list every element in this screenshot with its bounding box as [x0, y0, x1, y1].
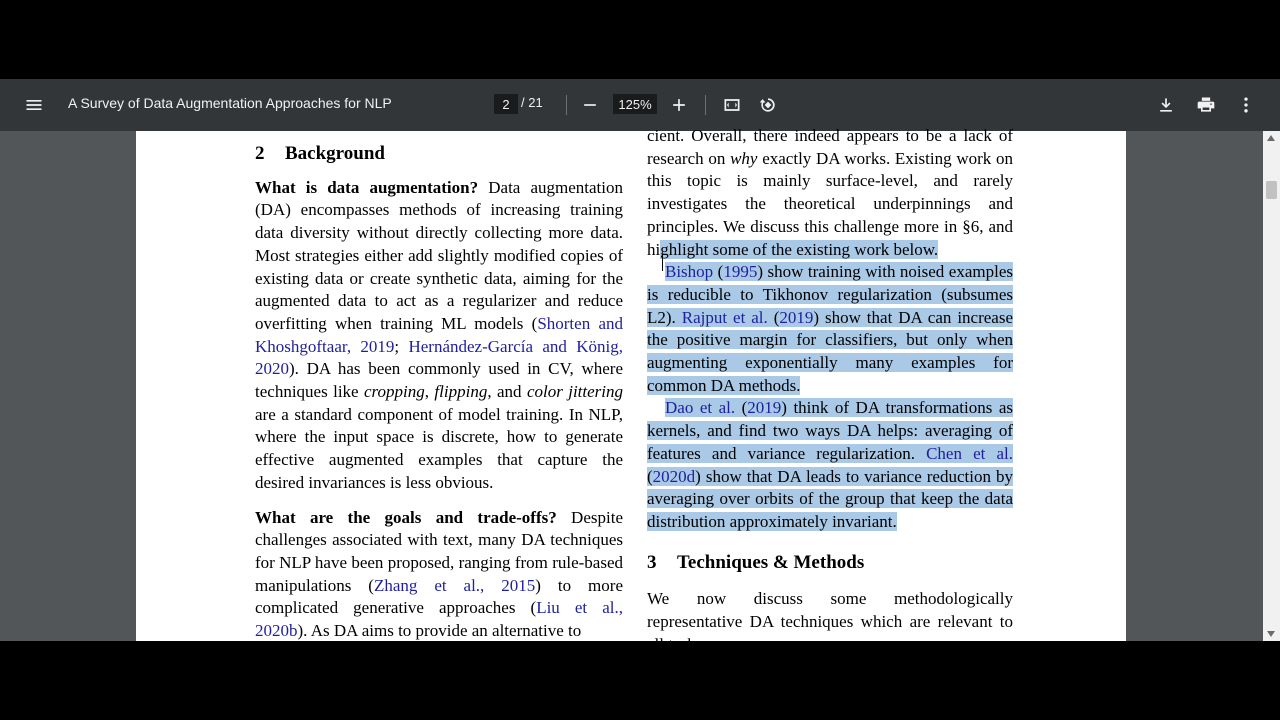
paragraph-lead: What is data augmentation?: [255, 177, 479, 197]
selected-text: (: [713, 262, 724, 282]
selected-text: (: [767, 307, 780, 327]
emphasis: color jittering: [526, 382, 623, 402]
selected-text: ) show training with noised examples is reducible to Tikhonov regularization (subsumes L2).: [647, 262, 1013, 327]
citation-link[interactable]: Dao et al.: [665, 398, 736, 418]
text-run: , and: [487, 382, 527, 402]
text-run: ;: [394, 336, 409, 356]
citation-link[interactable]: Shorten and Khoshgoftaar, 2019: [255, 313, 623, 356]
emphasis: cropping: [364, 382, 425, 402]
selected-text: (: [735, 398, 748, 418]
selected-text: ghlight some of the existing work below.: [660, 239, 939, 259]
text-run: We now discuss some methodologically representative DA techniques which are relevant to all tasks: [647, 589, 1013, 654]
text-run: exactly DA works. Existing work on this topic is mainly surface-level, and rarely investigates the theoretical underpinnings and principles. We discuss this challenge more in §6, and hi: [647, 148, 1013, 259]
document-title: A Survey of Data Augmentation Approaches for NLP: [68, 95, 392, 111]
pdf-viewer[interactable]: [0, 126, 1280, 654]
section-number: 3: [647, 551, 657, 573]
paragraph: [647, 397, 1013, 533]
right-column: [647, 125, 1013, 656]
toolbar-divider: [705, 95, 706, 115]
citation-link[interactable]: 2020d: [652, 466, 696, 486]
paragraph: [647, 588, 1013, 656]
citation-link[interactable]: Rajput et al.: [681, 307, 768, 327]
selected-text: ) show that DA leads to variance reduction by averaging over orbits of the group that keep the data distribution approximately invariant.: [647, 466, 1013, 531]
section-number: 2: [255, 143, 265, 164]
citation-link[interactable]: 2019: [779, 307, 814, 327]
text-cursor-icon: [662, 255, 665, 271]
pdf-toolbar: [0, 79, 1280, 131]
selected-text: ) think of DA transformations as kernels, and find two ways DA helps: averaging of features and variance regularization.: [647, 398, 1014, 463]
text-run: cient. Overall, there indeed appears to be a lack of research on: [647, 126, 1013, 168]
text-run: Data augmentation (DA) encompasses methods of increasing training data diversity without directly collecting more data. Most strategies either add slightly modified copies of existing data or create synthetic data, aiming for the augmented data to act as a regularizer and reduce overfitting when training ML models (: [255, 177, 624, 333]
section-title: Techniques & Methods: [677, 551, 865, 573]
scroll-down-arrow-icon[interactable]: [1267, 631, 1275, 637]
left-column: [255, 143, 623, 655]
paragraph-lead: What are the goals and trade-offs?: [255, 507, 557, 527]
text-run: ,: [424, 382, 435, 402]
section-title: Background: [285, 143, 385, 164]
zoom-input[interactable]: [613, 94, 657, 114]
section-heading: [255, 143, 623, 166]
text-run: are a standard component of model training. In NLP, where the input space is discrete, how to generate effective augmented examples that capture the desired invariances is less obvious.: [255, 404, 623, 492]
citation-link[interactable]: Liu et al., 2020b: [255, 598, 623, 641]
download-icon[interactable]: [1146, 79, 1186, 131]
more-vert-icon[interactable]: [1226, 79, 1266, 131]
citation-link[interactable]: 1995: [723, 262, 758, 282]
paragraph: [255, 177, 623, 495]
toolbar-divider: [566, 95, 567, 115]
scrollbar[interactable]: [1263, 131, 1280, 641]
citation-link[interactable]: Bishop: [665, 262, 714, 282]
paragraph: [647, 125, 1013, 261]
emphasis: why: [730, 148, 758, 168]
citation-link[interactable]: Chen et al.: [926, 443, 1014, 463]
text-run: ). DA has been commonly used in CV, where techniques like: [255, 359, 623, 402]
rotate-icon[interactable]: [748, 79, 788, 131]
hamburger-menu-icon[interactable]: [14, 79, 54, 131]
plus-icon[interactable]: [659, 79, 699, 131]
paragraph: [255, 507, 623, 643]
selected-text: ) show that DA can increase the positive margin for classifiers, but only when augmenting exponentially many examples for common DA methods.: [647, 307, 1013, 395]
page-number-input[interactable]: [494, 94, 518, 114]
text-run: ). As DA aims to provide an alternative to: [297, 621, 582, 641]
scroll-up-arrow-icon[interactable]: [1267, 135, 1275, 141]
section-heading: [647, 552, 1013, 575]
scroll-thumb[interactable]: [1266, 181, 1277, 199]
pdf-page[interactable]: [136, 126, 1126, 654]
fit-to-page-icon[interactable]: [712, 79, 752, 131]
page-total: / 21: [521, 95, 543, 110]
citation-link[interactable]: Hernández-García and König, 2020: [255, 336, 623, 379]
selected-text: (: [647, 466, 653, 486]
citation-link[interactable]: Zhang et al., 2015: [373, 575, 536, 595]
emphasis: flipping: [434, 382, 488, 402]
text-run: Despite challenges associated with text, many DA techniques for NLP have been proposed, ranging from rule-based manipulations (: [255, 507, 623, 595]
minus-icon[interactable]: [570, 79, 610, 131]
print-icon[interactable]: [1186, 79, 1226, 131]
paragraph: [647, 261, 1013, 397]
citation-link[interactable]: 2019: [747, 398, 782, 418]
text-run: ) to more complicated generative approaches (: [255, 575, 623, 618]
